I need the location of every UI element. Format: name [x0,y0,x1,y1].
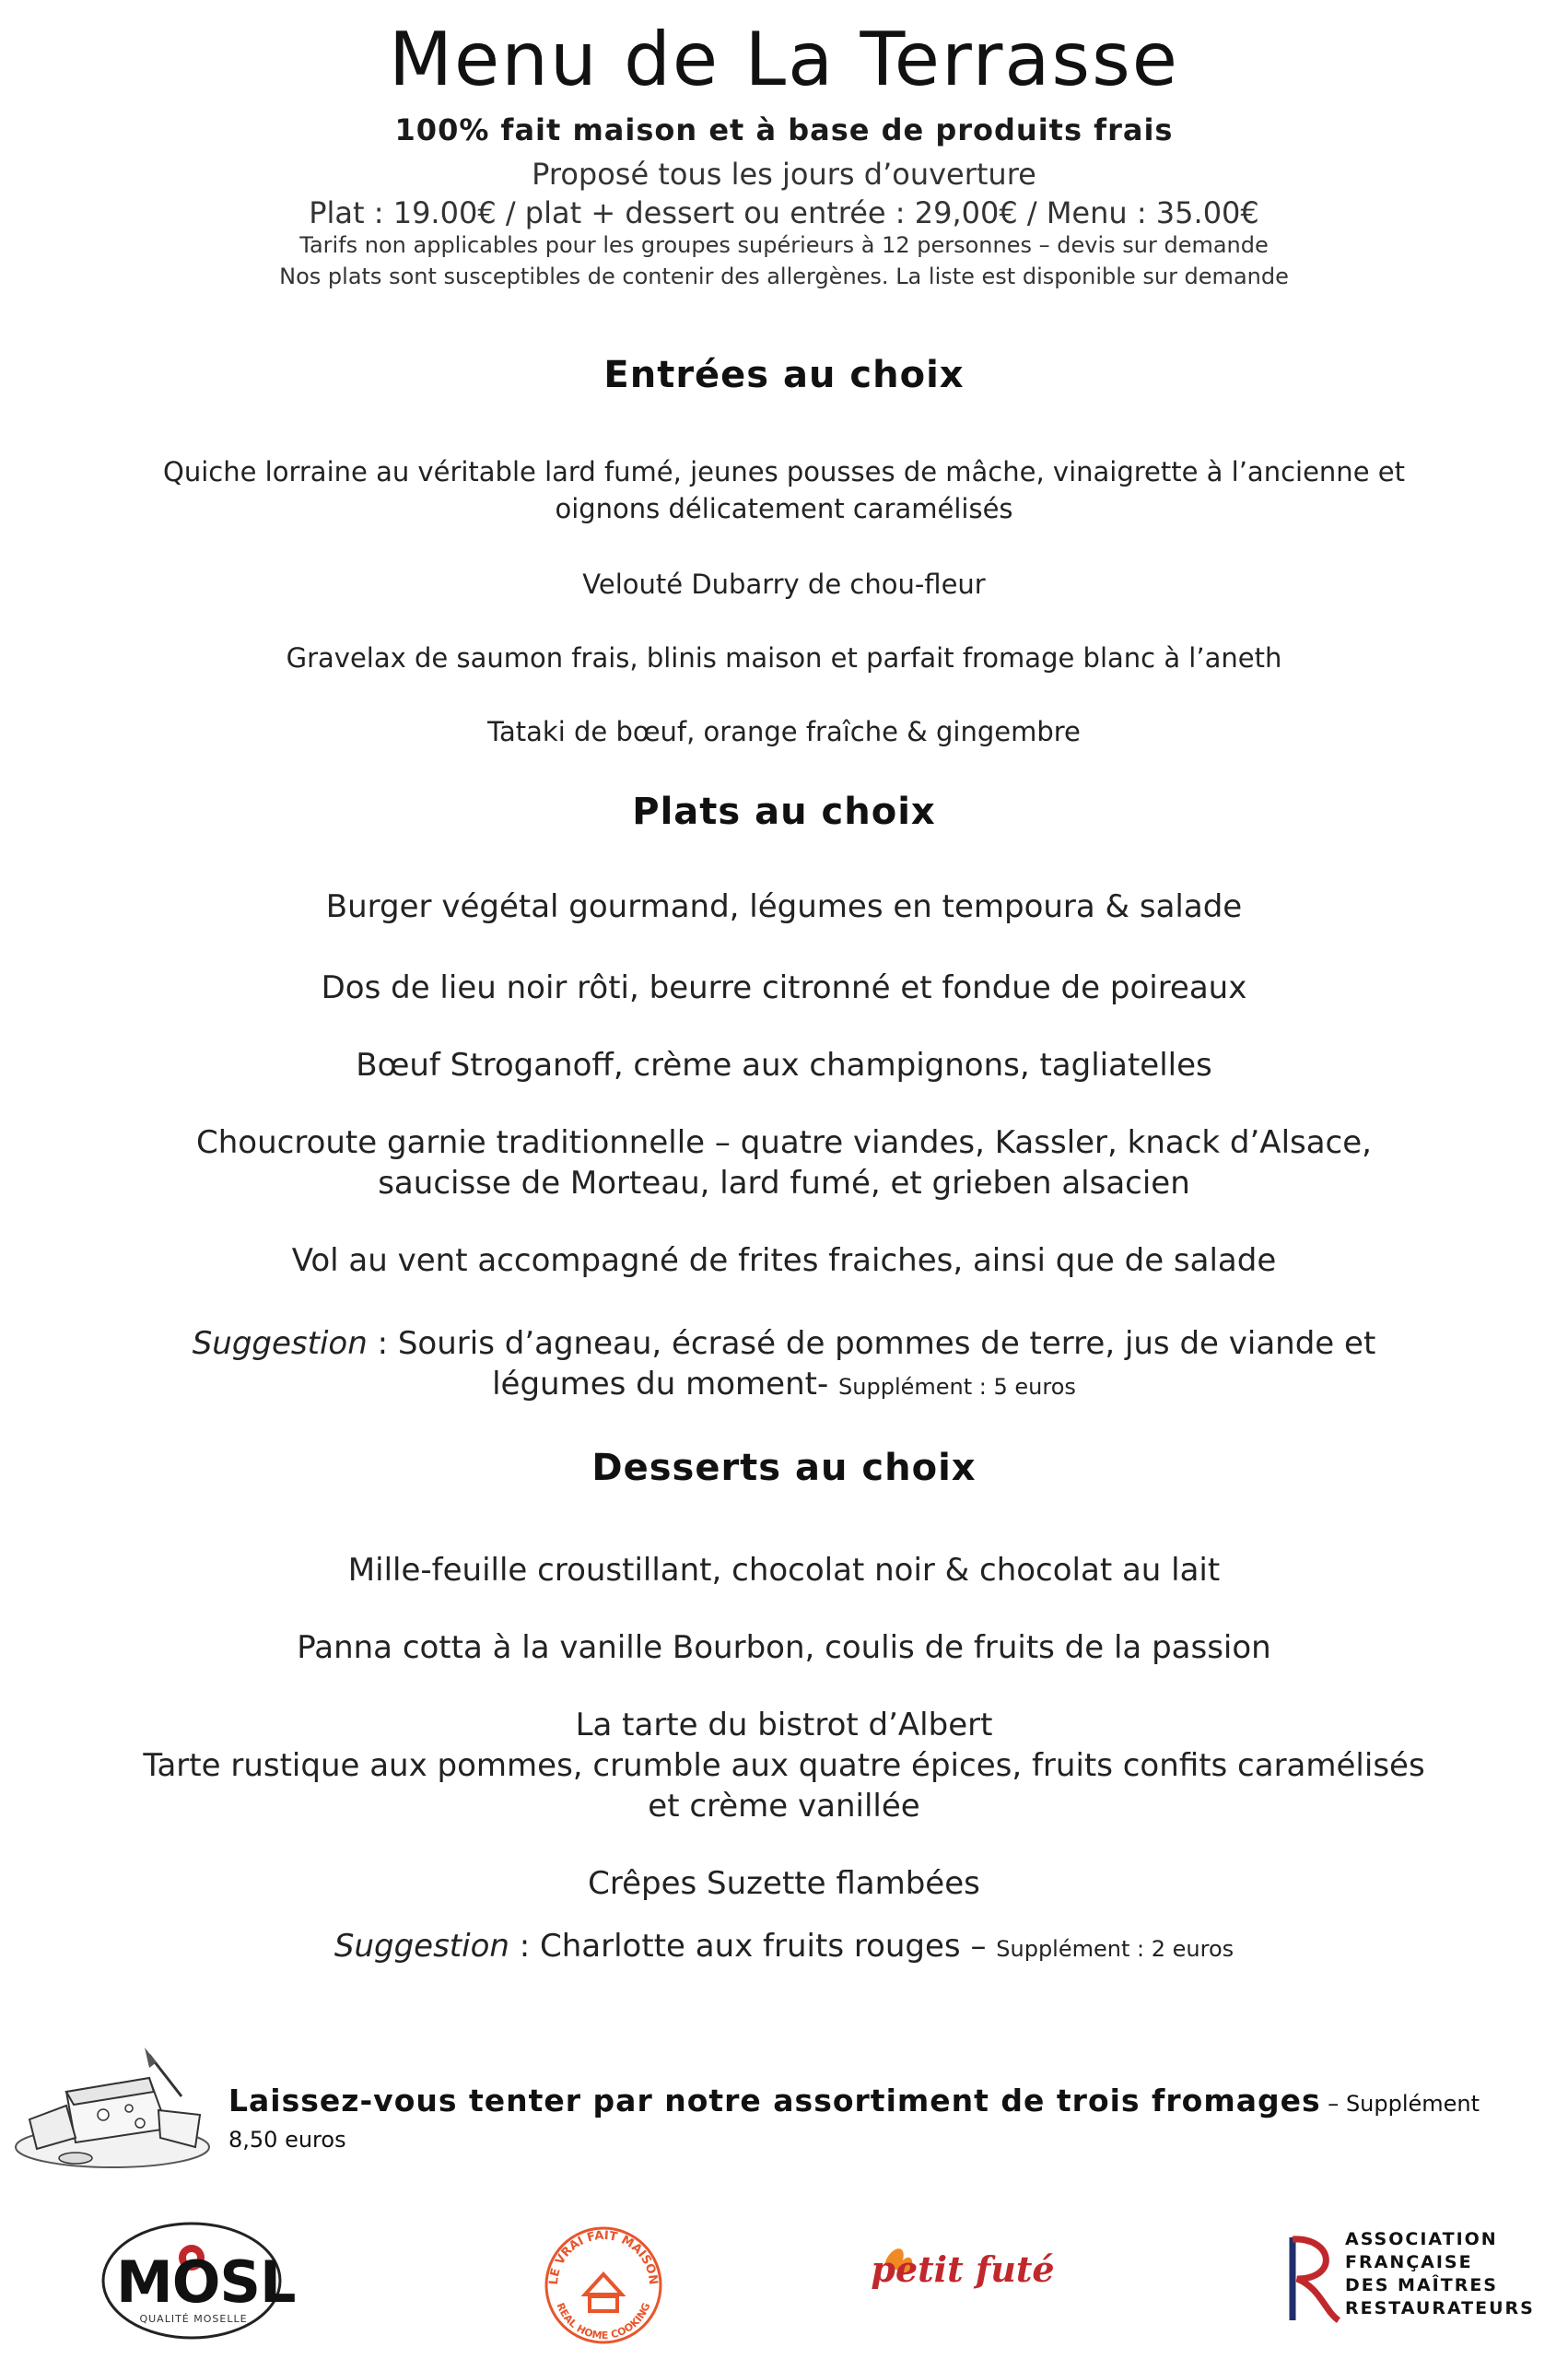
suggestion-label: Suggestion [333,1928,509,1965]
afmr-line: RESTAURATEURS [1345,2298,1535,2318]
petit-fute-logo-text: petit futé [871,2248,1055,2290]
afmr-logo-text [1345,2228,1566,2320]
section-title-plats: Plats au choix [632,791,936,833]
dessert-tarte-description: Tarte rustique aux pommes, crumble aux quatre épices, fruits confits caramélisés et crème vanillée [143,1747,1425,1825]
entree-item: Quiche lorraine au véritable lard fumé, jeunes pousses de mâche, vinaigrette à l’ancienne et oignons délicatement caramélisés [163,456,1405,524]
section-title-desserts: Desserts au choix [591,1447,977,1489]
page-title: Menu de La Terrasse [389,17,1179,102]
cheese-offer [228,2083,1518,2154]
afmr-line: DES MAÎTRES [1345,2275,1498,2295]
plat-item: Dos de lieu noir rôti, beurre citronné et fondue de poireaux [321,969,1247,1006]
cheese-platter-illustration [11,2027,214,2175]
afmr-line: ASSOCIATION [1345,2229,1498,2249]
suggestion-label: Suggestion [192,1325,368,1362]
cheese-offer-text: Laissez-vous tenter par notre assortiment de trois fromages [228,2083,1321,2118]
dessert-item: Crêpes Suzette flambées [588,1865,980,1902]
plat-item: Bœuf Stroganoff, crème aux champignons, tagliatelles [356,1047,1212,1084]
vrai-fait-maison-logo [534,2212,673,2350]
vfm-bottom-text: REAL HOME COOKING [554,2301,653,2342]
dessert-item: Mille-feuille croustillant, chocolat noir & chocolat au lait [347,1552,1221,1589]
groups-note: Tarifs non applicables pour les groupes supérieurs à 12 personnes – devis sur demande [299,232,1269,258]
mosl-logo-text: MOSL [116,2248,296,2316]
page-subtitle: 100% fait maison et à base de produits frais [394,112,1174,147]
allergens-note: Nos plats sont susceptibles de contenir des allergènes. La liste est disponible sur demande [279,264,1289,289]
section-title-entrees: Entrées au choix [603,354,965,396]
plat-item: Burger végétal gourmand, légumes en tempoura & salade [325,888,1243,925]
plat-suggestion [129,1323,1439,1407]
suggestion-supplement: Supplément : 2 euros [996,1936,1235,1962]
plat-item: Choucroute garnie traditionnelle – quatre viandes, Kassler, knack d’Alsace, saucisse de Morteau, lard fumé, et grieben alsacien [196,1124,1372,1202]
vfm-top-text: LE VRAI FAIT MAISON [546,2228,661,2286]
mosl-logo-subtext: QUALITÉ MOSELLE [139,2313,248,2325]
suggestion-supplement: Supplément : 5 euros [838,1374,1076,1400]
entree-item: Gravelax de saumon frais, blinis maison et parfait fromage blanc à l’aneth [286,642,1282,674]
entree-item: Tataki de bœuf, orange fraîche & gingembre [487,716,1081,747]
afmr-line: FRANÇAISE [1345,2252,1473,2272]
availability-note: Proposé tous les jours d’ouverture [532,157,1036,192]
entree-item: Velouté Dubarry de chou-fleur [582,569,986,600]
svg-text:REAL HOME COOKING [555,2301,653,2341]
dessert-item: Panna cotta à la vanille Bourbon, coulis de fruits de la passion [297,1629,1271,1666]
cheese-dash: – [1320,2091,1346,2117]
dessert-tarte-title: La tarte du bistrot d’Albert [575,1707,993,1743]
price-line: Plat : 19.00€ / plat + dessert ou entrée : 29,00€ / Menu : 35.00€ [309,195,1259,230]
plat-item: Vol au vent accompagné de frites fraiches, ainsi que de salade [291,1242,1277,1279]
suggestion-text: : Charlotte aux fruits rouges – [509,1928,997,1965]
dessert-suggestion [129,1926,1439,1969]
suggestion-text: : Souris d’agneau, écrasé de pommes de terre, jus de viande et légumes du moment- [367,1325,1376,1402]
cheese-supplement: Supplément 8,50 euros [228,2091,1480,2153]
